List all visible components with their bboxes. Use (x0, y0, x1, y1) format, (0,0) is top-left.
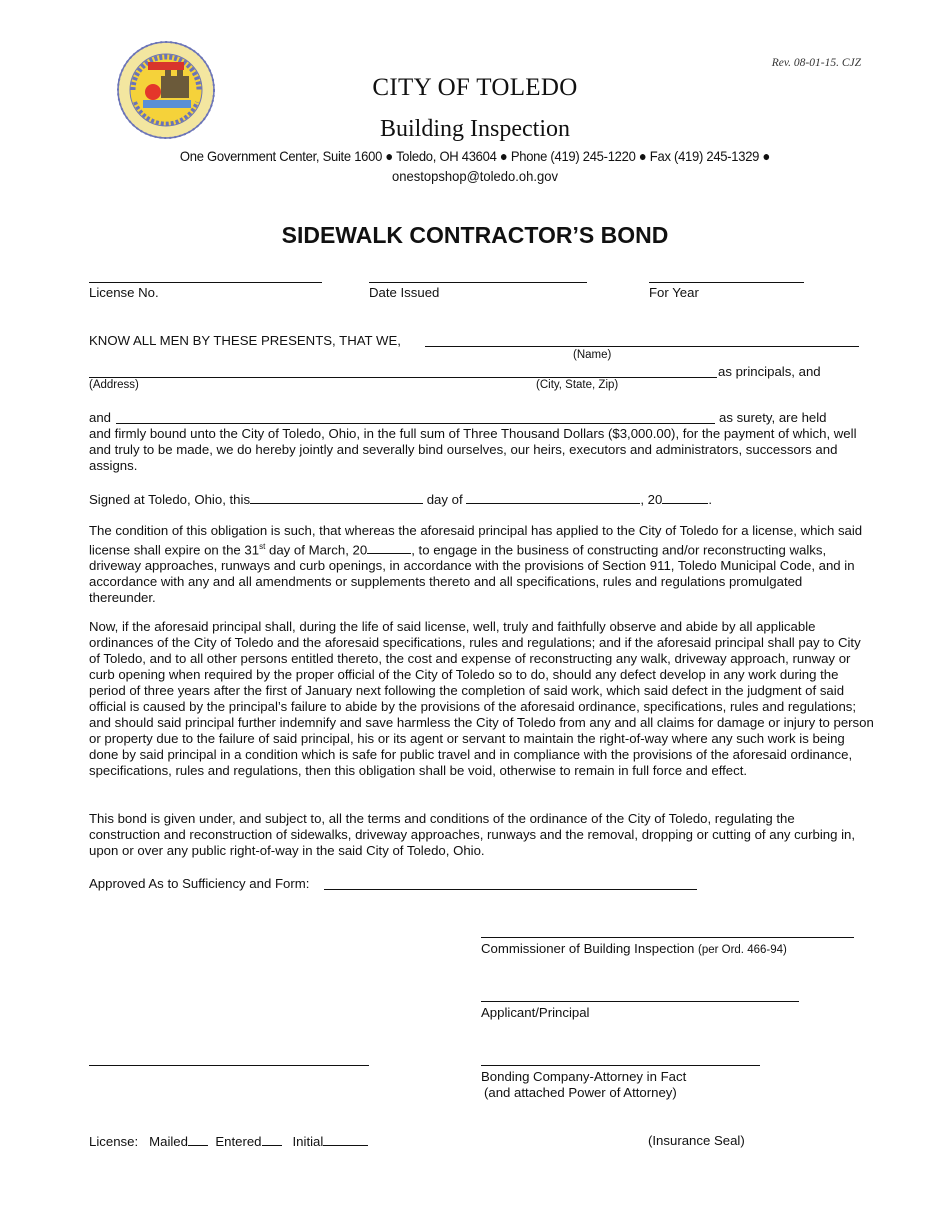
entered-blank (262, 1133, 282, 1146)
principal-name-line (425, 346, 859, 347)
address-line (89, 377, 717, 378)
signed-line (89, 491, 712, 507)
applicant-signature-line (481, 1001, 799, 1002)
know-all-lead: KNOW ALL MEN BY THESE PRESENTS, THAT WE, (89, 333, 401, 348)
condition-paragraph (89, 523, 869, 606)
principals-text: as principals, and (718, 364, 821, 379)
page-title: SIDEWALK CONTRACTOR’S BOND (281, 222, 669, 248)
condition-part1: The condition of this obligation is such, that whereas the aforesaid principal has applied to the City of Toledo for a license, which said license shall expire on the 31 (89, 523, 863, 558)
contact-address-line: One Government Center, Suite 1600 ● Toledo, OH 43604 ● Phone (419) 245-1220 ● Fax (419) 245-1329 ● (179, 148, 771, 164)
contact-email: onestopshop@toledo.oh.gov (392, 168, 558, 184)
footer-entered: Entered (215, 1134, 262, 1149)
city-state-zip-caption: (City, State, Zip) (536, 379, 619, 391)
surety-body (89, 426, 869, 474)
condition-part3: , to engage in the business of constructing and/or reconstructing walks, driveway approaches, runways and curb openings, in accordance with the provisions of Section 911, Toledo Municipal Code, and in accordance with any and all amendments or supplements thereto and all specifications, rules and regulations promulgated thereunder. (89, 542, 855, 606)
condition-year-blank (367, 541, 411, 554)
signed-prefix: Signed at Toledo, Ohio, this (89, 492, 251, 507)
surety-name-line (116, 423, 715, 424)
condition-part2: day of March, 20 (265, 542, 368, 558)
for-year-line (649, 282, 804, 283)
date-issued-line (369, 282, 587, 283)
address-caption: (Address) (89, 379, 139, 391)
license-no-label: License No. (89, 285, 159, 300)
signed-period: . (708, 492, 712, 507)
footer-license-row (89, 1133, 368, 1149)
footer-license: License: (89, 1134, 139, 1149)
footer-initial: Initial (292, 1134, 324, 1149)
name-caption: (Name) (573, 349, 612, 361)
applicant-label: Applicant/Principal (481, 1005, 590, 1020)
mailed-blank (188, 1133, 208, 1146)
terms-text: This bond is given under, and subject to, all the terms and conditions of the ordinance of the City of Toledo, regulating the construction and reconstruction of sidewalks, driveway approaches, runways and the removal, dropping or cutting of any curbing in, upon or over any public right-of-way in the said City of Toledo, Ohio. (89, 811, 856, 858)
initial-blank (323, 1133, 368, 1146)
obligation-text: Now, if the aforesaid principal shall, during the life of said license, well, truly and faithfully observe and abide by all applicable ordinances of the City of Toledo and the aforesaid specifications, rules and regulations; and if the aforesaid principal shall pay to City of Toledo, and to all other persons entitled thereto, the cost and expense of reconstructing any walk, driveway approach, runway or curb opening when required by the proper official of the City of Toledo so to do, should any defect develop in any work during the period of three years after the first of January next following the completion of said work, which said defect in the judgment of said official is caused by the principal’s failure to abide by the provisions of the aforesaid ordinance, specifications, rules and regulations; and should said principal further indemnify and save harmless the City of Toledo from any and all claims for damage or injury to person or property due to the failure of said principal, his or its agent or servant to maintain the right-of-way where any such work is being done by said principal in a condition which is safe for public travel and in compliance with the provisions of the aforesaid ordinance, specifications, rules and regulations, then this obligation shall be void, otherwise to remain in full force and effect. (89, 619, 874, 778)
obligation-paragraph (89, 619, 874, 779)
condition-sup: st (259, 542, 266, 551)
signed-year-blank (662, 491, 708, 504)
surety-text: as surety, are held (719, 410, 827, 425)
signed-month-blank (466, 491, 640, 504)
footer-mailed: Mailed (149, 1134, 188, 1149)
terms-paragraph (89, 811, 869, 859)
for-year-label: For Year (649, 285, 699, 300)
commissioner-title: Commissioner of Building Inspection (481, 941, 695, 956)
signed-year-prefix: , 20 (640, 492, 663, 507)
revision-note: Rev. 08-01-15. CJZ (771, 57, 861, 69)
approved-label: Approved As to Sufficiency and Form: (89, 876, 310, 891)
commissioner-note: (per Ord. 466-94) (697, 944, 787, 956)
commissioner-signature-line (481, 937, 854, 938)
date-issued-label: Date Issued (369, 285, 440, 300)
left-signature-line (89, 1065, 369, 1066)
commissioner-label (481, 941, 787, 956)
approved-signature-line (324, 889, 697, 890)
insurance-seal-label: (Insurance Seal) (648, 1133, 745, 1148)
signed-day-blank (250, 491, 423, 504)
bonding-signature-line (481, 1065, 760, 1066)
bonding-note: (and attached Power of Attorney) (484, 1085, 677, 1100)
city-name: CITY OF TOLEDO (372, 74, 578, 101)
department-name: Building Inspection (380, 116, 570, 142)
and-word: and (89, 410, 112, 425)
signed-day-of: day of (426, 492, 463, 507)
bonding-label: Bonding Company-Attorney in Fact (481, 1069, 687, 1084)
surety-paragraph: and firmly bound unto the City of Toledo, Ohio, in the full sum of Three Thousand Dollars ($3,000.00), for the payment of which, well and truly to be made, we do hereby jointly and severally bind ourselves, our heirs, executors and administrators, successors and assigns. (89, 426, 857, 473)
license-no-line (89, 282, 322, 283)
